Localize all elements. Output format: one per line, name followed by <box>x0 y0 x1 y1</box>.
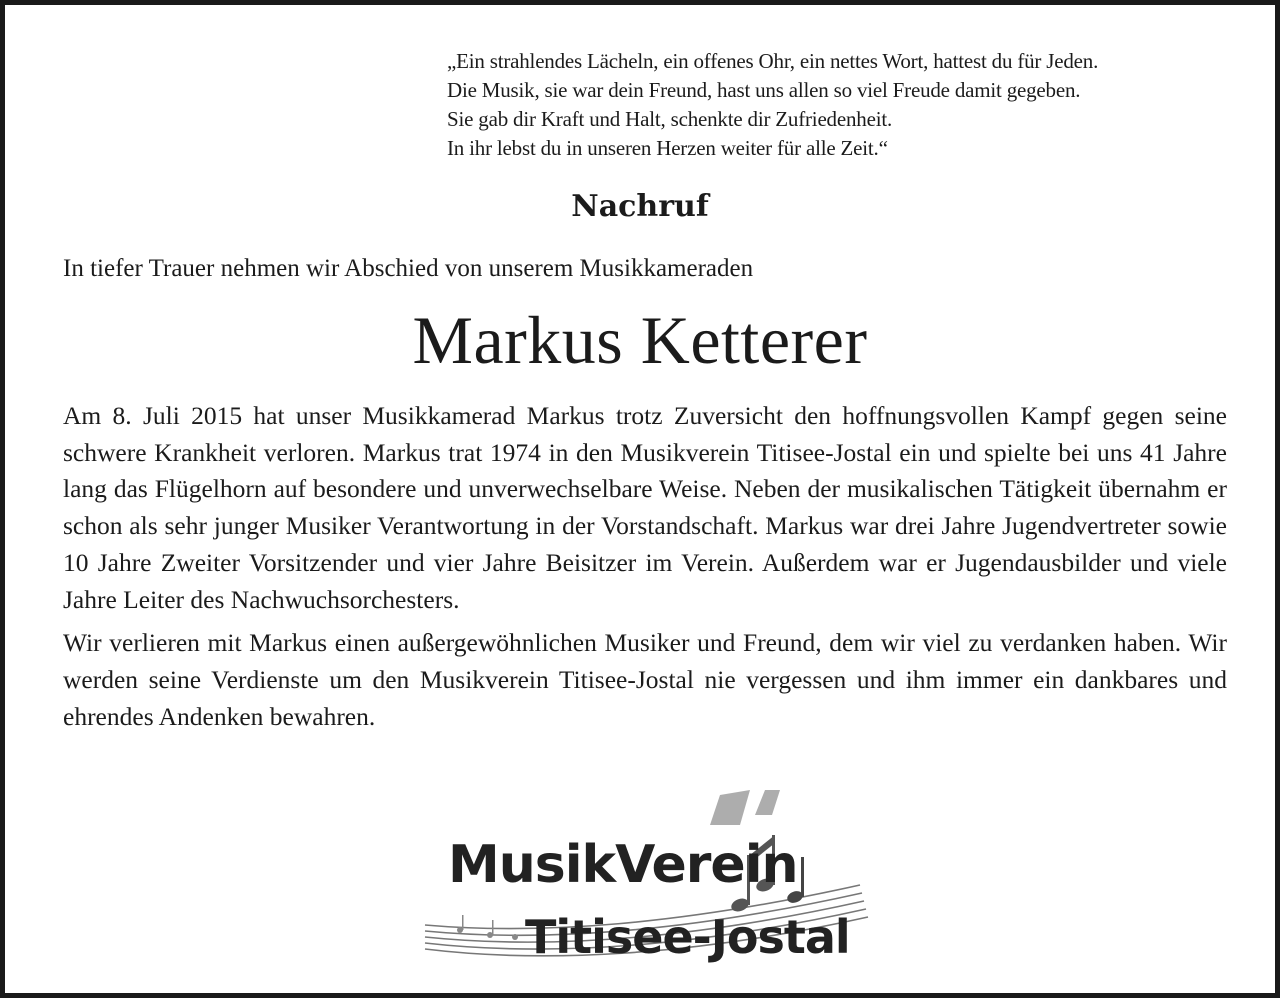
logo-text-line2: Titisee-Jostal <box>525 910 850 964</box>
memorial-quote <box>447 47 1247 163</box>
body-paragraph: Am 8. Juli 2015 hat unser Musikkamerad Markus trotz Zuversicht den hoffnungsvollen Kampf gegen seine schwere Krankheit verloren. Markus trat 1974 in den Musikverein Titisee-Jostal ein und spielte bei uns 41 Jahre lang das Flügelhorn auf besondere und unverwechselbare Weise. Neben der musikalischen Tätigkeit übernahm er schon als sehr junger Musiker Verantwortung in der Vorstandschaft. Markus war drei Jahre Jugendvertreter sowie 10 Jahre Zweiter Vorsitzender und vier Jahre Beisitzer im Verein. Außerdem war er Jugendausbilder und viele Jahre Leiter des Nachwuchsorchesters. <box>63 401 1227 614</box>
logo-text-line1: MusikVerein <box>448 835 798 895</box>
quote-line: Sie gab dir Kraft und Halt, schenkte dir Zufriedenheit. <box>447 107 893 131</box>
page-title: Nachruf <box>571 189 709 224</box>
quote-line: In ihr lebst du in unseren Herzen weiter für alle Zeit.“ <box>447 136 888 160</box>
quote-line: Die Musik, sie war dein Freund, hast uns allen so viel Freude damit gegeben. <box>447 78 1081 102</box>
quote-line: „Ein strahlendes Lächeln, ein offenes Ohr, ein nettes Wort, hattest du für Jeden. <box>447 49 1099 73</box>
intro-text: In tiefer Trauer nehmen wir Abschied von unserem Musikkameraden <box>63 255 754 282</box>
deceased-name: Markus Ketterer <box>412 302 868 378</box>
obituary-body <box>63 398 1227 742</box>
body-paragraph: Wir verlieren mit Markus einen außergewöhnlichen Musiker und Freund, dem wir viel zu verdanken haben. Wir werden seine Verdienste um den Musikverein Titisee-Jostal nie vergessen und ihm immer ein dankbares und ehrendes Andenken bewahren. <box>63 628 1227 731</box>
club-logo <box>420 785 870 995</box>
